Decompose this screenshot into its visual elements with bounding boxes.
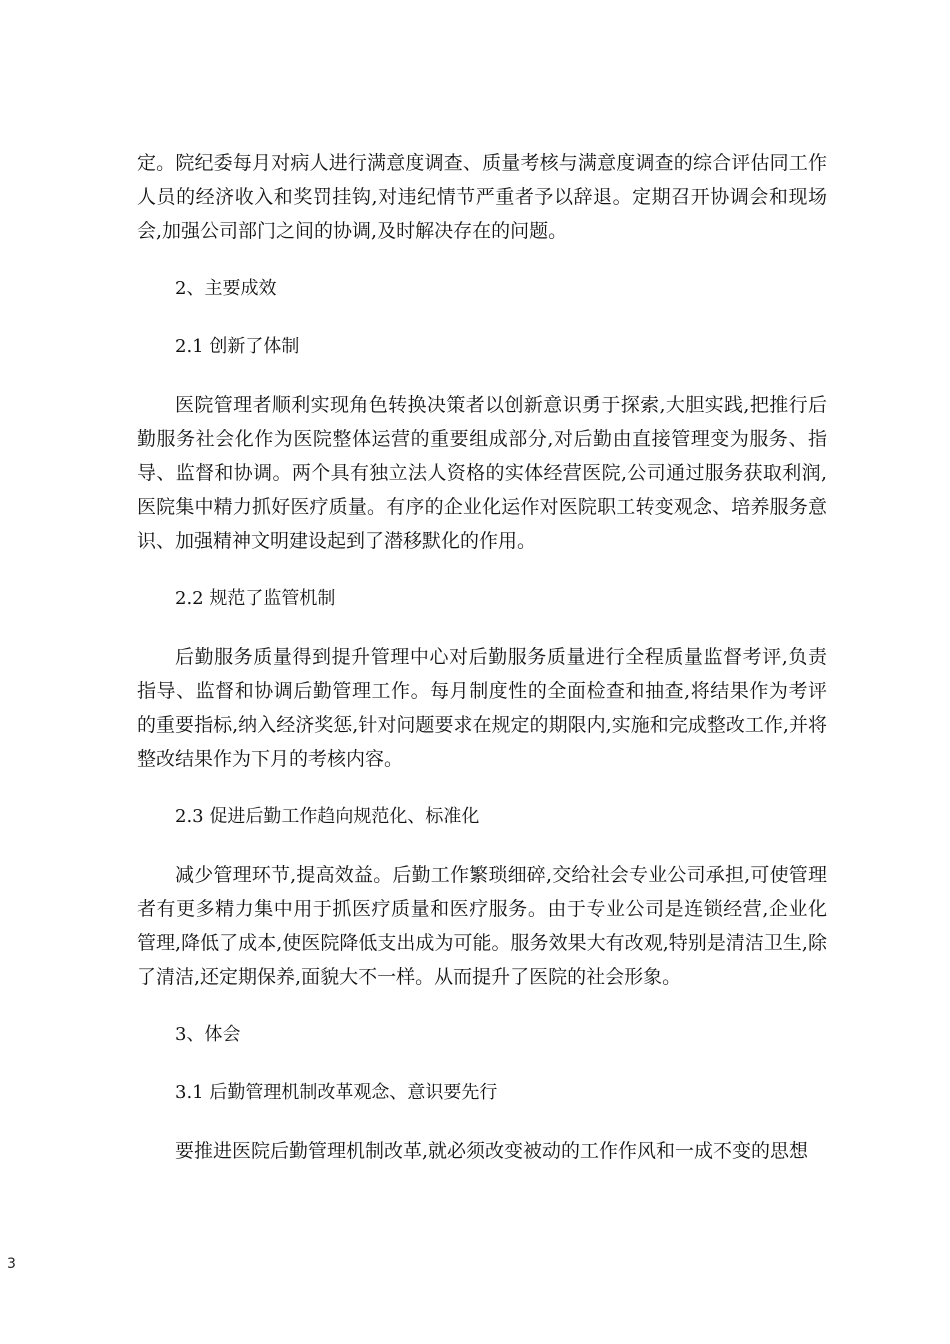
paragraph-supervision: 后勤服务质量得到提升管理中心对后勤服务质量进行全程质量监督考评,负责指导、监督和协调后勤管理工作。每月制度性的全面检查和抽查,将结果作为考评的重要指标,纳入经济奖惩,针对问题要求在规定的期限内,实施和完成整改工作,并将整改结果作为下月的考核内容。 bbox=[137, 646, 827, 770]
page-number: 3 bbox=[7, 1256, 16, 1272]
section-heading-main-results: 2、主要成效 bbox=[175, 278, 277, 299]
subsection-heading-2-2: 2.2 规范了监管机制 bbox=[175, 588, 336, 609]
paragraph-reform: 要推进医院后勤管理机制改革,就必须改变被动的工作作风和一成不变的思想 bbox=[175, 1140, 809, 1162]
section-heading-experience: 3、体会 bbox=[175, 1024, 241, 1045]
paragraph-standardization: 减少管理环节,提高效益。后勤工作繁琐细碎,交给社会专业公司承担,可使管理者有更多精力集中用于抓医疗质量和医疗服务。由于专业公司是连锁经营,企业化管理,降低了成本,使医院降低支出成为可能。服务效果大有改观,特别是清洁卫生,除了清洁,还定期保养,面貌大不一样。从而提升了医院的社会形象。 bbox=[137, 864, 827, 988]
paragraph-innovation: 医院管理者顺利实现角色转换决策者以创新意识勇于探索,大胆实践,把推行后勤服务社会化作为医院整体运营的重要组成部分,对后勤由直接管理变为服务、指导、监督和协调。两个具有独立法人资格的实体经营医院,公司通过服务获取利润,医院集中精力抓好医疗质量。有序的企业化运作对医院职工转变观念、培养服务意识、加强精神文明建设起到了潜移默化的作用。 bbox=[137, 394, 827, 552]
paragraph-continuation: 定。院纪委每月对病人进行满意度调查、质量考核与满意度调查的综合评估同工作人员的经济收入和奖罚挂钩,对违纪情节严重者予以辞退。定期召开协调会和现场会,加强公司部门之间的协调,及时解决存在的问题。 bbox=[137, 152, 827, 242]
subsection-heading-2-1: 2.1 创新了体制 bbox=[175, 336, 300, 357]
document-body bbox=[137, 146, 827, 1168]
subsection-heading-3-1: 3.1 后勤管理机制改革观念、意识要先行 bbox=[175, 1082, 498, 1103]
subsection-heading-2-3: 2.3 促进后勤工作趋向规范化、标准化 bbox=[175, 806, 480, 827]
